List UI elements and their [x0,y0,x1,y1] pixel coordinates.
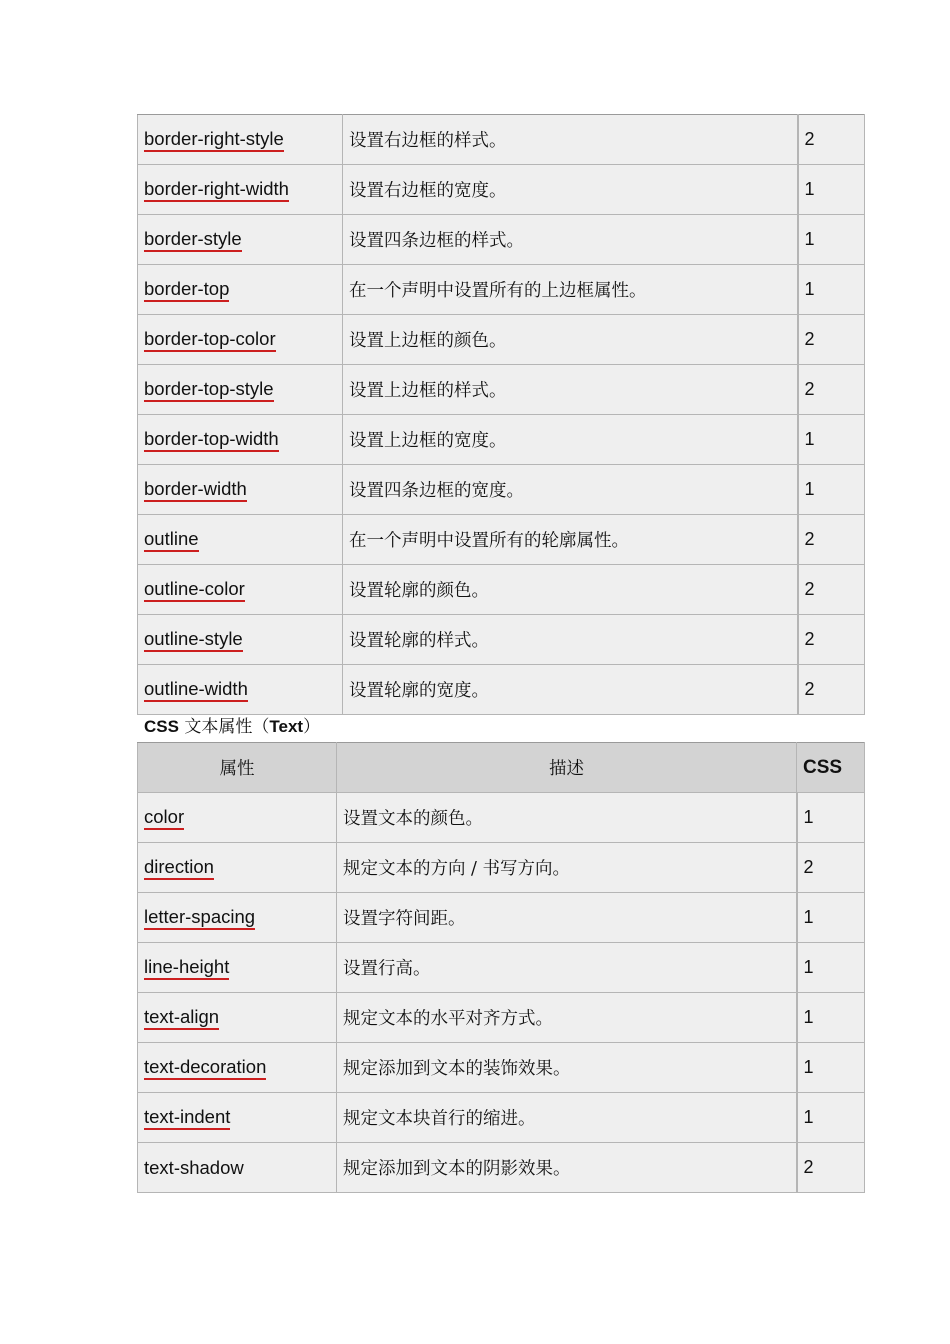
property-link[interactable]: border-right-style [144,129,284,152]
css-version-cell: 1 [797,1043,865,1093]
description-cell: 在一个声明中设置所有的轮廓属性。 [343,515,798,565]
property-name: text-shadow [144,1156,244,1178]
property-link[interactable]: color [144,807,184,830]
css-version-cell: 1 [798,265,865,315]
property-link[interactable]: text-align [144,1007,219,1030]
description-cell: 设置上边框的样式。 [343,365,798,415]
property-link[interactable]: border-top [144,279,229,302]
header-property: 属性 [138,743,337,793]
property-cell[interactable] [138,115,343,165]
description-cell: 设置字符间距。 [337,893,797,943]
table-row [138,115,865,165]
property-cell[interactable] [138,465,343,515]
table-row [138,665,865,715]
property-cell[interactable] [138,515,343,565]
description-cell: 规定添加到文本的阴影效果。 [337,1143,797,1193]
header-css: CSS [797,743,865,793]
table-row [138,615,865,665]
css-version-cell: 1 [797,893,865,943]
table-row [138,315,865,365]
header-description: 描述 [337,743,797,793]
css-version-cell: 1 [798,465,865,515]
description-cell: 设置轮廓的颜色。 [343,565,798,615]
css-version-cell: 2 [798,315,865,365]
heading-prefix: CSS [144,717,179,736]
table-row [138,265,865,315]
description-cell: 规定文本块首行的缩进。 [337,1093,797,1143]
text-properties-header [138,743,865,793]
border-properties-table [137,114,865,715]
css-version-cell: 2 [798,115,865,165]
property-link[interactable]: text-decoration [144,1057,266,1080]
property-link[interactable]: border-top-style [144,379,274,402]
description-cell: 设置四条边框的宽度。 [343,465,798,515]
description-cell: 规定添加到文本的装饰效果。 [337,1043,797,1093]
css-version-cell: 1 [797,1093,865,1143]
property-link[interactable]: outline-style [144,629,243,652]
description-cell: 在一个声明中设置所有的上边框属性。 [343,265,798,315]
property-link[interactable]: border-style [144,229,242,252]
description-cell: 设置右边框的样式。 [343,115,798,165]
property-link[interactable]: border-top-width [144,429,279,452]
table-row [138,215,865,265]
text-properties-body [138,793,865,1193]
description-cell: 设置行高。 [337,943,797,993]
css-version-cell: 1 [797,793,865,843]
heading-en: Text [269,717,304,736]
property-cell[interactable] [138,793,337,843]
table-row [138,465,865,515]
property-link[interactable]: line-height [144,957,229,980]
property-cell[interactable] [138,665,343,715]
property-cell[interactable] [138,615,343,665]
css-version-cell: 2 [797,1143,865,1193]
property-link[interactable]: border-width [144,479,247,502]
property-link[interactable]: outline-color [144,579,245,602]
description-cell: 设置上边框的宽度。 [343,415,798,465]
description-cell: 设置四条边框的样式。 [343,215,798,265]
table-row [138,1093,865,1143]
property-cell[interactable] [138,565,343,615]
css-version-cell: 1 [797,993,865,1043]
property-cell[interactable] [138,215,343,265]
css-version-cell: 2 [798,565,865,615]
css-version-cell: 2 [798,665,865,715]
table-row [138,565,865,615]
property-cell[interactable] [138,993,337,1043]
property-link[interactable]: outline [144,529,199,552]
border-properties-body [138,115,865,715]
property-cell[interactable] [138,1043,337,1093]
table-row [138,415,865,465]
css-version-cell: 1 [798,415,865,465]
description-cell: 规定文本的方向 / 书写方向。 [337,843,797,893]
property-link[interactable]: text-indent [144,1107,230,1130]
table-row [138,1043,865,1093]
description-cell: 设置上边框的颜色。 [343,315,798,365]
property-cell[interactable] [138,893,337,943]
css-version-cell: 2 [798,515,865,565]
table-row [138,943,865,993]
table-row [138,515,865,565]
description-cell: 设置轮廓的宽度。 [343,665,798,715]
css-version-cell: 1 [798,215,865,265]
table-row [138,993,865,1043]
description-cell: 规定文本的水平对齐方式。 [337,993,797,1043]
property-link[interactable]: letter-spacing [144,907,255,930]
table-row [138,893,865,943]
description-cell: 设置轮廓的样式。 [343,615,798,665]
property-cell[interactable] [138,315,343,365]
description-cell: 设置文本的颜色。 [337,793,797,843]
property-cell[interactable] [138,265,343,315]
heading-suffix: ） [303,717,321,737]
text-properties-table [137,742,865,1193]
property-cell[interactable] [138,165,343,215]
css-version-cell: 1 [797,943,865,993]
css-version-cell: 2 [798,615,865,665]
property-cell[interactable] [138,943,337,993]
property-cell[interactable] [138,843,337,893]
property-link[interactable]: border-top-color [144,329,276,352]
property-cell[interactable] [138,365,343,415]
css-version-cell: 2 [798,365,865,415]
table-row [138,843,865,893]
heading-cn: 文本属性（ [178,717,270,737]
property-cell[interactable] [138,1093,337,1143]
property-cell[interactable] [138,415,343,465]
property-link[interactable]: border-right-width [144,179,289,202]
css-version-cell: 2 [797,843,865,893]
table-row [138,365,865,415]
text-properties-heading [144,716,320,738]
property-cell [138,1143,337,1193]
table-row [138,793,865,843]
header-row [138,743,865,793]
table-row [138,165,865,215]
property-link[interactable]: direction [144,857,214,880]
description-cell: 设置右边框的宽度。 [343,165,798,215]
css-version-cell: 1 [798,165,865,215]
property-link[interactable]: outline-width [144,679,248,702]
table-row [138,1143,865,1193]
